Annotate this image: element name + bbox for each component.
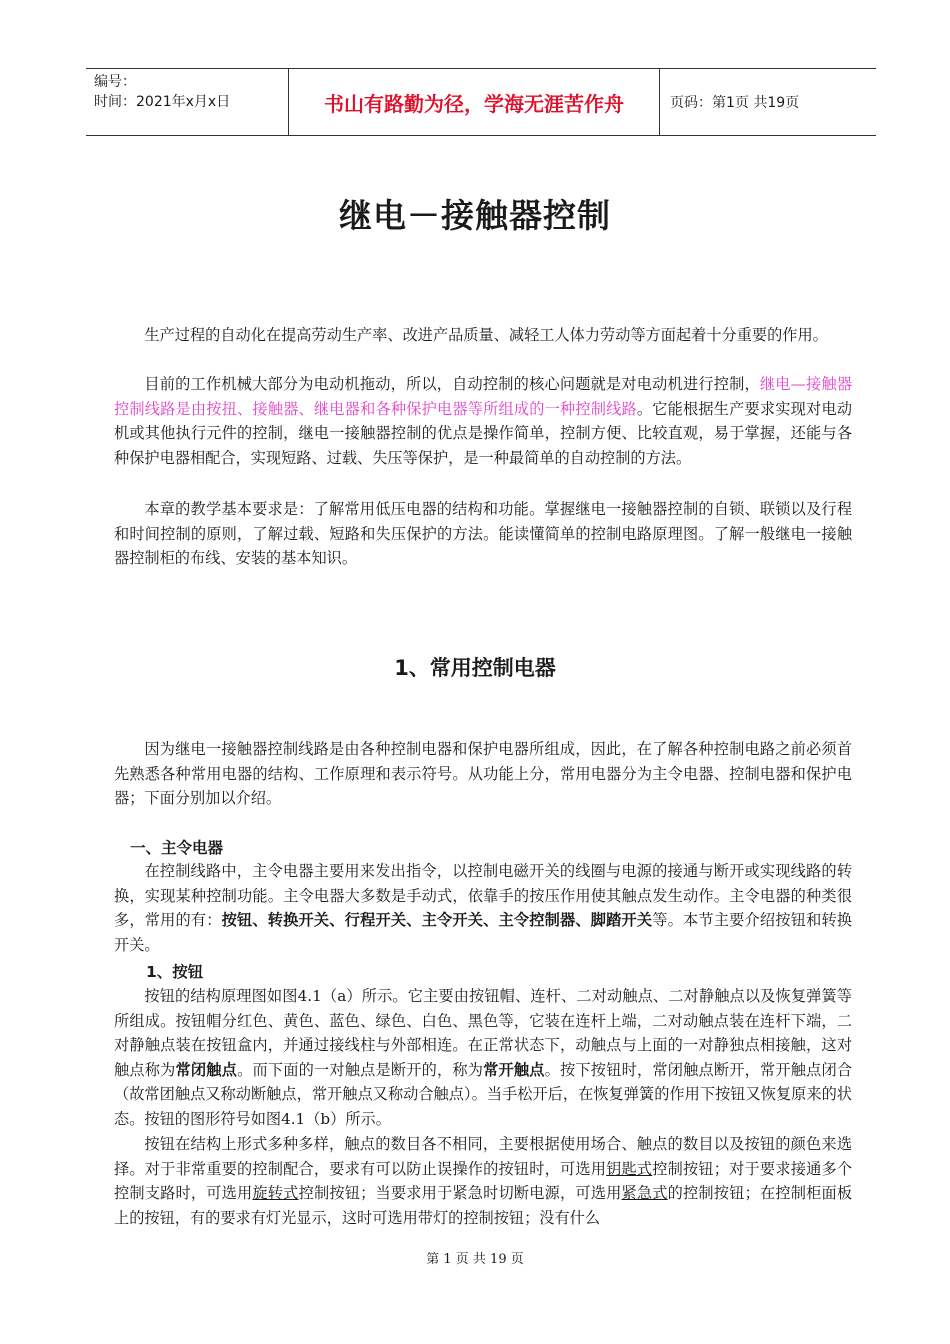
mc-text-b: 等。本节主要介绍按钮和转换开关。 xyxy=(114,911,853,954)
button-paragraph-1 xyxy=(114,984,852,1132)
header-page-label: 页码：第1页 共19页 xyxy=(670,95,800,111)
intro-p2-highlight: 继电—接触器控制线路是由按扭、接触器、继电器和各种保护电器等所组成的一种控制线路 xyxy=(114,375,853,418)
intro-p2-text-a: 目前的工作机械大部分为电动机拖动，所以，自动控制的核心问题就是对电动机进行控制， xyxy=(144,375,760,393)
btn-p2-underline-rotary: 旋转式 xyxy=(252,1184,299,1203)
btn-p2-text-b: 控制按钮；对于要求接通多个控制支路时，可选用 xyxy=(114,1159,853,1203)
header-motto: 书山有路勤为径，学海无涯苦作舟 xyxy=(288,69,660,135)
intro-paragraph-3: 本章的教学基本要求是：了解常用低压电器的结构和功能。掌握继电一接触器控制的自锁、联锁以及行程和时间控制的原则，了解过载、短路和失压保护的方法。能读懂简单的控制电路原理图。了解一般继电一接触器控制柜的布线、安装的基本知识。 xyxy=(114,500,852,568)
section1-paragraph: 因为继电一接触器控制线路是由各种控制电器和保护电器所组成，因此，在了解各种控制电路之前必须首先熟悉各种常用电器的结构、工作原理和表示符号。从功能上分，常用电器分为主令电器、控制电器和保护电器；下面分别加以介绍。 xyxy=(114,740,852,808)
time-label: 时间：2021年x月x日 xyxy=(94,94,231,110)
section-heading-1: 1、常用控制电器 xyxy=(394,656,556,680)
header-table xyxy=(86,68,876,136)
page-footer: 第 1 页 共 19 页 xyxy=(426,1252,524,1267)
mc-bold-list: 按钮、转换开关、行程开关、主令开关、主令控制器、脚踏开关 xyxy=(221,911,653,930)
number-label: 编号： xyxy=(94,74,136,90)
document-title: 继电－接触器控制 xyxy=(339,196,611,235)
intro-p2-text-b: 。它能根据生产要求实现对电动机或其他执行元件的控制，继电一接触器控制的优点是操作简单，控制方便、比较直观，易于掌握，还能与各种保护电器相配合，实现短路、过载、失压等保护，是一种最简单的自动控制的方法。 xyxy=(114,399,853,467)
btn-p2-text-d: 的控制按钮；在控制柜面板上的按钮，有的要求有灯光显示，这时可选用带灯的控制按钮；没有什么 xyxy=(114,1184,853,1227)
btn-p2-underline-key: 钥匙式 xyxy=(606,1159,653,1178)
btn-p1-text-a: 按钮的结构原理图如图4.1（a）所示。它主要由按钮帽、连杆、二对动触点、二对静触点以及恢复弹簧等所组成。按钮帽分红色、黄色、蓝色、绿色、白色、黑色等，它装在连杆上端，二对动触点装在连杆下端，二对静触点装在按钮盒内，并通过接线柱与外部相连。在正常状态下，动触点与上面的一对静独点相接触，这对触点称为 xyxy=(114,987,852,1079)
btn-p2-text-a: 按钮在结构上形式多种多样，触点的数目各不相同，主要根据使用场合、触点的数目以及按钮的颜色来选择。对于非常重要的控制配合，要求有可以防止误操作的按钮时，可选用 xyxy=(114,1135,852,1178)
btn-p1-bold-nc: 常闭触点 xyxy=(175,1060,238,1079)
btn-p2-underline-emergency: 紧急式 xyxy=(621,1184,668,1203)
intro-paragraph-2 xyxy=(114,372,852,470)
mc-text-a: 在控制线路中，主令电器主要用来发出指令，以控制电磁开关的线圈与电源的接通与断开或实现线路的转换，实现某种控制功能。主令电器大多数是手动式，依靠手的按压作用使其触点发生动作。主令电器的种类很多，常用的有： xyxy=(114,862,852,930)
btn-p2-text-c: 控制按钮；当要求用于紧急时切断电源，可选用 xyxy=(298,1184,622,1203)
subsection-heading-main-command: 一、主令电器 xyxy=(130,839,224,857)
btn-p1-text-b: 。而下面的一对触点是断开的，称为 xyxy=(237,1060,484,1079)
header-left-cell xyxy=(86,69,288,135)
btn-p1-text-c: 。按下按钮时，常闭触点断开，常开触点闭合（故常团触点又称动断触点，常开触点又称动合触点）。当手松开后，在恢复弹簧的作用下按钮又恢复原来的状态。按钮的图形符号如图4.1（b）所示。 xyxy=(114,1060,853,1128)
main-command-paragraph xyxy=(114,859,852,957)
btn-p1-bold-no: 常开触点 xyxy=(483,1060,545,1079)
button-paragraph-2 xyxy=(114,1132,852,1230)
intro-paragraph-1: 生产过程的自动化在提高劳动生产率、改进产品质量、减轻工人体力劳动等方面起着十分重要的作用。 xyxy=(144,326,828,344)
subsection-heading-button: 1、按钮 xyxy=(146,963,204,981)
